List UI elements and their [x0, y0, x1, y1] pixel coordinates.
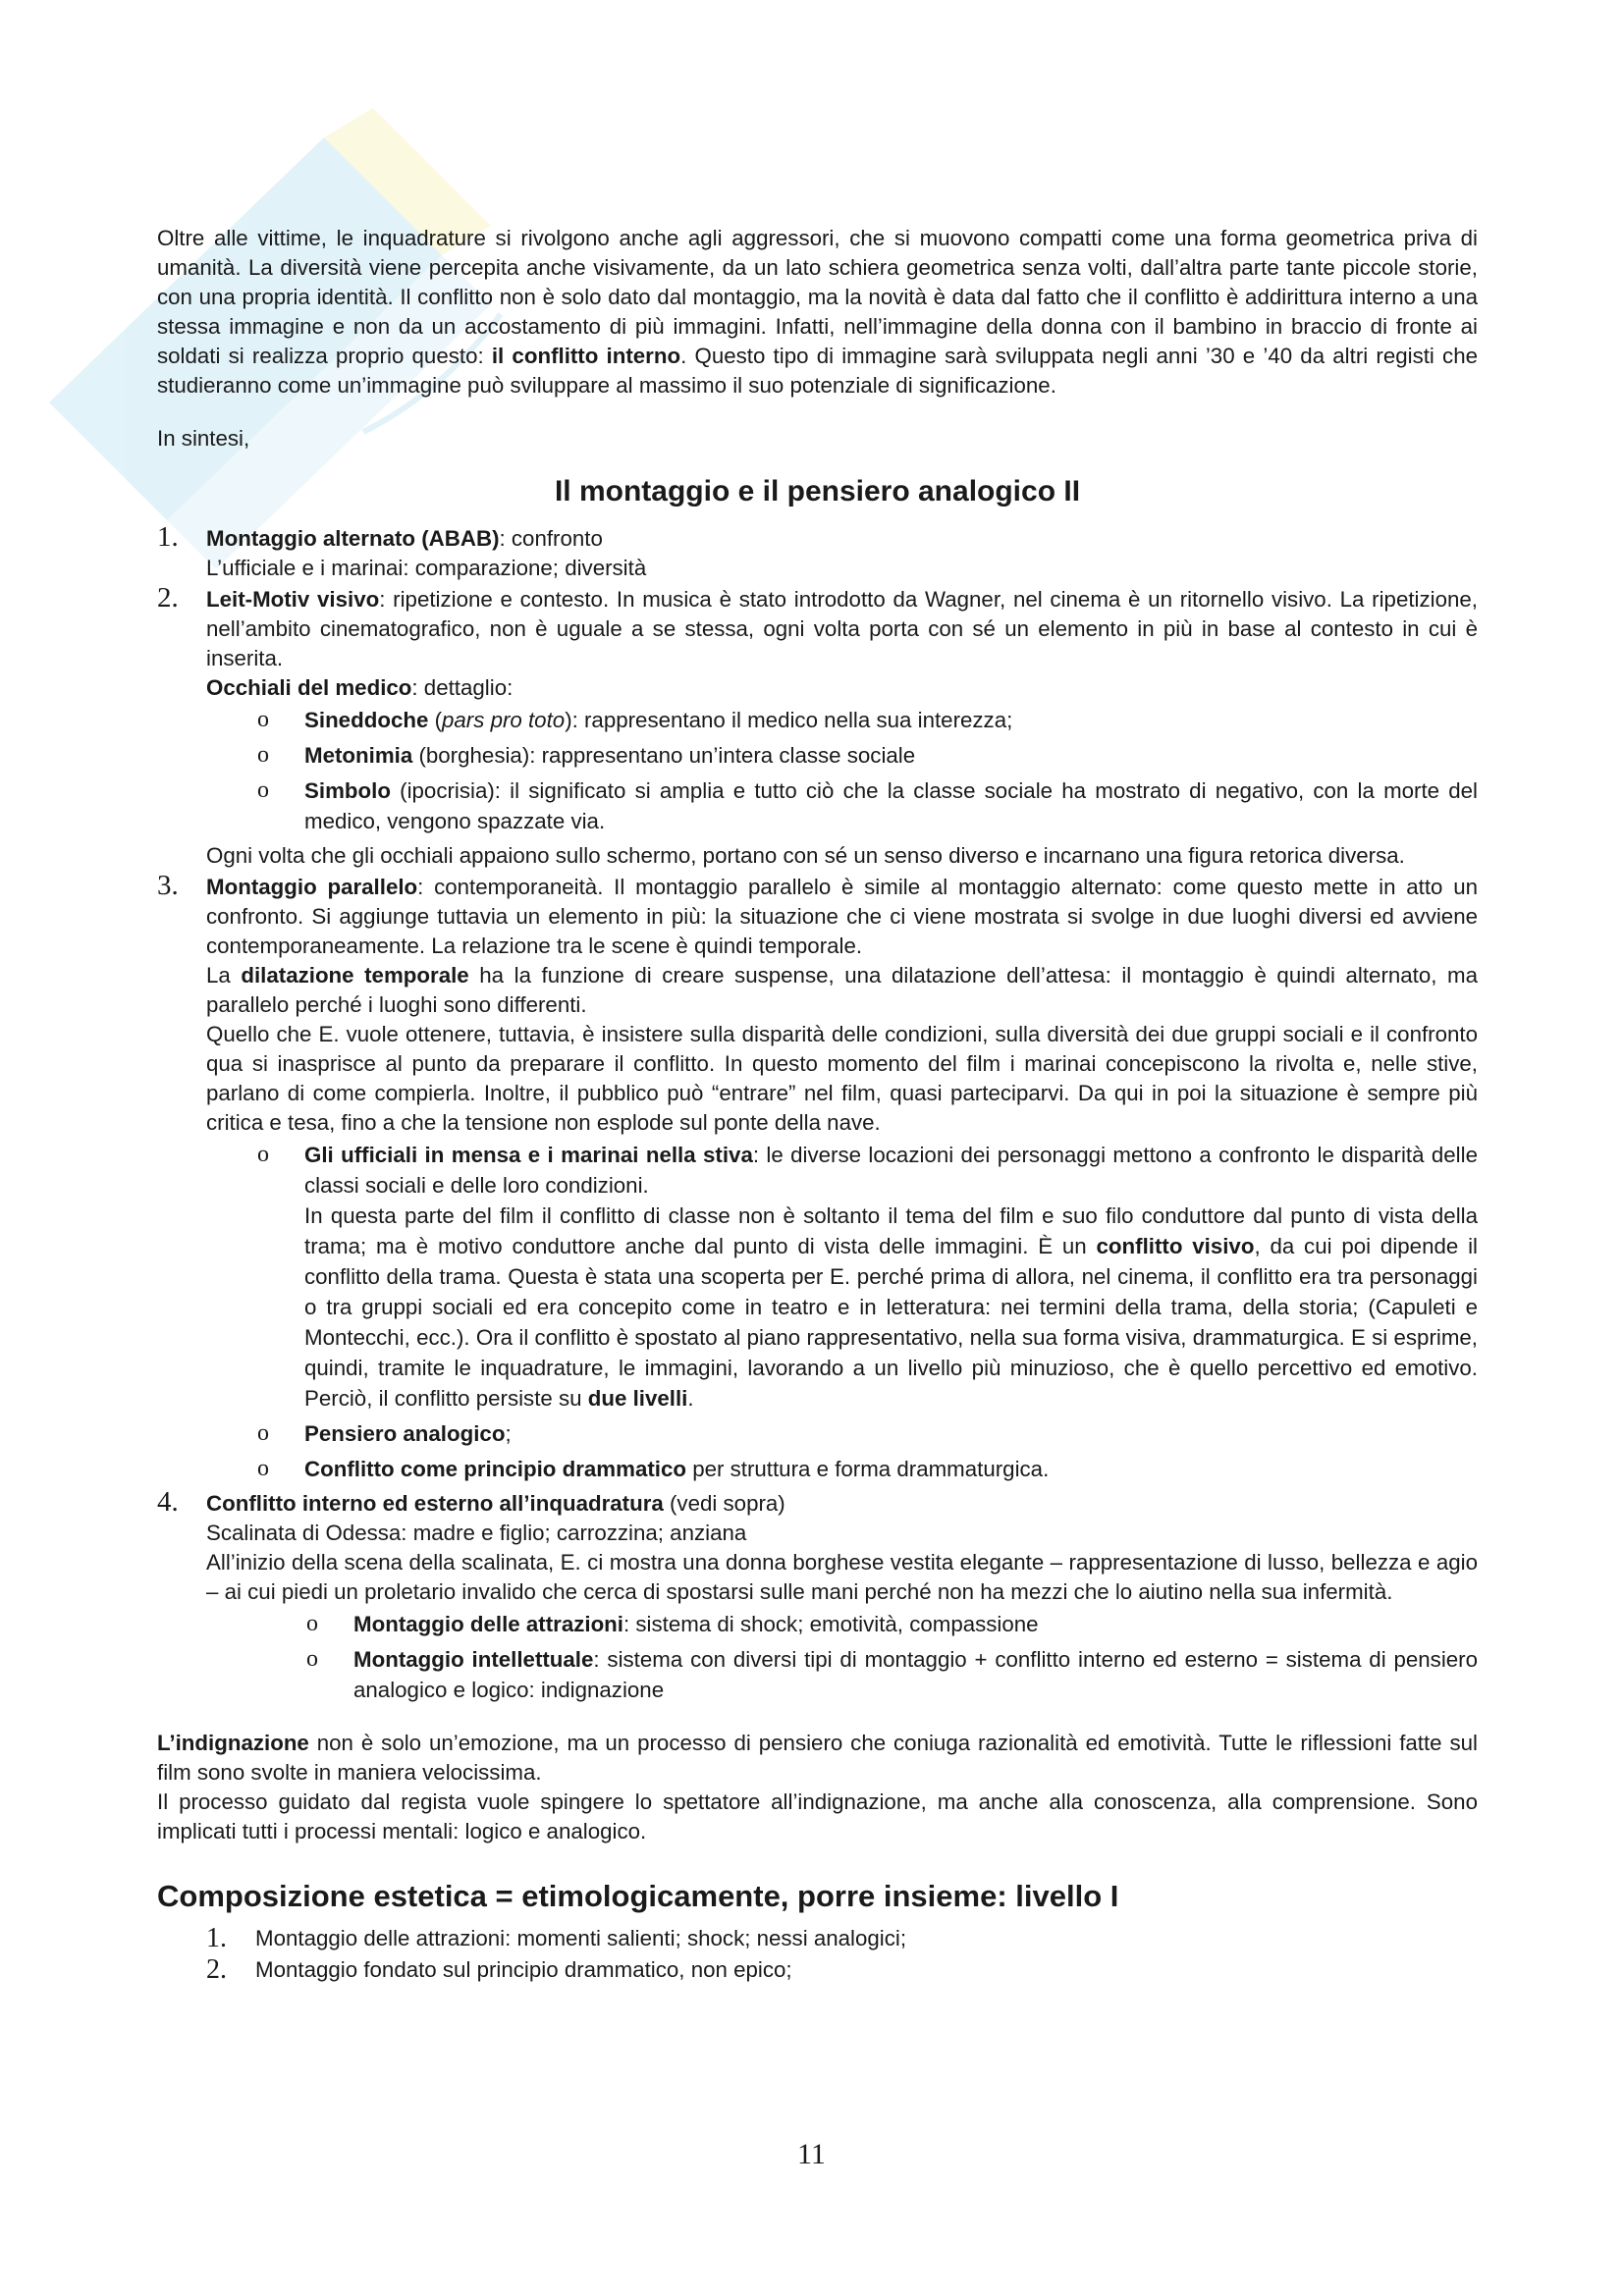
list-number: 1. — [206, 1923, 227, 1953]
sub-list-item — [206, 1454, 1478, 1484]
list-item-line: Quello che E. vuole ottenere, tuttavia, è insistere sulla disparità delle condizioni, sulla diversità dei due gruppi sociali e il confronto qua si inasprisce al punto da preparare il conflitto. In questo momento del film i marinai concepiscono la rivolta e, nelle stive, parlano di come compierla. Inoltre, il pubblico può “entrare” nel film, quasi parteciparvi. Da qui in poi la situazione è sempre più critica e tesa, fino a che la tensione non esplode sul ponte della nave. — [206, 1022, 1478, 1135]
closing-section — [157, 1729, 1478, 1846]
list-item — [157, 870, 1478, 1484]
sub-list-item — [206, 1418, 1478, 1449]
bullet-icon: o — [306, 1646, 318, 1672]
list-item-text: Montaggio fondato sul principio drammatico, non epico; — [255, 1957, 792, 1982]
list-item-line: L’ufficiale e i marinai: comparazione; diversità — [206, 556, 647, 580]
list-item-line: All’inizio della scena della scalinata, E. ci mostra una donna borghese vestita elegante – rappresentazione di lusso, bellezza e agio – ai cui piedi un proletario invalido che cerca di spostarsi sulle mani perché non ha mezzi che lo aiutino nella sua infermità. — [206, 1550, 1478, 1604]
list-item-line: Occhiali del medico: dettaglio: — [206, 675, 514, 700]
sub-item-text: Montaggio delle attrazioni: sistema di shock; emotività, compassione — [353, 1612, 1039, 1636]
sub-list — [206, 1609, 1478, 1705]
sub-list-item — [206, 705, 1478, 735]
document-page — [157, 224, 1478, 1986]
sub-item-text: Simbolo (ipocrisia): il significato si amplia e tutto ciò che la classe sociale ha mostrato di negativo, con la morte del medico, vengono spazzate via. — [304, 778, 1478, 833]
sub-list-item — [206, 1609, 1478, 1639]
list-item-line: Scalinata di Odessa: madre e figlio; carrozzina; anziana — [206, 1521, 747, 1545]
sub-item-text: Gli ufficiali in mensa e i marinai nella stiva: le diverse locazioni dei personaggi mettono a confronto le disparità delle classi sociali e delle loro condizioni. In questa parte del film il conflitto di classe non è soltanto il tema del film e suo filo conduttore dal punto di vista della trama; ma è motivo conduttore anche dal punto di vista delle immagini. È un conflitto visivo, da cui poi dipende il conflitto della trama. Questa è stata una scoperta per E. perché prima di allora, nel cinema, il conflitto era tra personaggi o tra gruppi sociali ed era concepito come in teatro e in letteratura: nei termini della trama, della storia; (Capuleti e Montecchi, ecc.). Ora il conflitto è spostato al piano rappresentativo, nella sua forma visiva, drammaturgica. E si esprime, quindi, tramite le inquadrature, le immagini, lavorando a un livello più minuzioso, che è quello percettivo ed emotivo. Perciò, il conflitto persiste su due livelli. — [304, 1143, 1478, 1411]
list-item-heading: Montaggio parallelo: contemporaneità. Il montaggio parallelo è simile al montaggio alternato: come questo mette in atto un confronto. Si aggiunge tuttavia un elemento in più: la situazione che ci viene mostrata si svolge in due luoghi diversi ed avviene contemporaneamente. La relazione tra le scene è quindi temporale. — [206, 875, 1478, 958]
sub-list-item — [206, 1140, 1478, 1414]
bullet-icon: o — [257, 1420, 269, 1446]
sintesi-label: In sintesi, — [157, 426, 250, 451]
sub-list-item — [206, 775, 1478, 836]
list-item-line: Ogni volta che gli occhiali appaiono sullo schermo, portano con sé un senso diverso e incarnano una figura retorica diversa. — [206, 843, 1405, 868]
list-number: 3. — [157, 870, 179, 901]
sub-item-text: Metonimia (borghesia): rappresentano un’intera classe sociale — [304, 743, 916, 768]
sub-item-text: Sineddoche (pars pro toto): rappresentano il medico nella sua interezza; — [304, 708, 1013, 732]
sub-list-item — [206, 740, 1478, 771]
list-item — [157, 582, 1478, 871]
bullet-icon: o — [257, 707, 269, 732]
list-item-line: La dilatazione temporale ha la funzione di creare suspense, una dilatazione dell’attesa: il montaggio è quindi alternato, ma parallelo perché i luoghi sono differenti. — [206, 963, 1478, 1017]
list-item — [157, 1486, 1478, 1705]
closing-paragraph: L’indignazione non è solo un’emozione, ma un processo di pensiero che coniuga razionalità ed emotività. Tutte le riflessioni fatte sul film sono svolte in maniera velocissima. — [157, 1731, 1478, 1785]
bullet-icon: o — [257, 1456, 269, 1481]
sub-item-text: Pensiero analogico; — [304, 1421, 512, 1446]
closing-paragraph: Il processo guidato dal regista vuole spingere lo spettatore all’indignazione, ma anche alla conoscenza, alla comprensione. Sono implicati tutti i processi mentali: logico e analogico. — [157, 1789, 1478, 1843]
list-item-heading: Conflitto interno ed esterno all’inquadratura (vedi sopra) — [206, 1491, 785, 1516]
section-heading: Il montaggio e il pensiero analogico II — [554, 475, 1081, 507]
composition-heading: Composizione estetica = etimologicamente, porre insieme: livello I — [157, 1879, 1119, 1913]
sub-item-text: Montaggio intellettuale: sistema con diversi tipi di montaggio + conflitto interno ed esterno = sistema di pensiero analogico e logico: indignazione — [353, 1647, 1478, 1702]
list-item — [157, 1923, 1478, 1954]
sub-list — [206, 1140, 1478, 1484]
list-item-heading: Montaggio alternato (ABAB): confronto — [206, 526, 603, 551]
bullet-icon: o — [257, 1142, 269, 1167]
sub-item-text: Conflitto come principio drammatico per struttura e forma drammaturgica. — [304, 1457, 1050, 1481]
list-item — [157, 1954, 1478, 1986]
list-number: 2. — [206, 1954, 227, 1985]
page-number: 11 — [797, 2138, 826, 2170]
list-item — [157, 521, 1478, 583]
list-number: 2. — [157, 582, 179, 614]
main-list — [157, 521, 1478, 1705]
intro-paragraph: Oltre alle vittime, le inquadrature si rivolgono anche agli aggressori, che si muovono compatti come una forma geometrica priva di umanità. La diversità viene percepita anche visivamente, da un lato schiera geometrica senza volti, dall’altra parte tante piccole storie, con una propria identità. Il conflitto non è solo dato dal montaggio, ma la novità è data dal fatto che il conflitto è addirittura interno a una stessa immagine e non da un accostamento di più immagini. Infatti, nell’immagine della donna con il bambino in braccio di fronte ai soldati si realizza proprio questo: il conflitto interno. Questo tipo di immagine sarà sviluppata negli anni ’30 e ’40 da altri registi che studieranno come un’immagine può sviluppare al massimo il suo potenziale di significazione. — [157, 226, 1479, 398]
list-item-heading: Leit-Motiv visivo: ripetizione e contesto. In musica è stato introdotto da Wagner, nel cinema è un ritornello visivo. La ripetizione, nell’ambito cinematografico, non è uguale a se stessa, ogni volta porta con sé un elemento in più in base al contesto in cui è inserita. — [206, 587, 1478, 670]
bullet-icon: o — [257, 777, 269, 803]
sub-list — [206, 705, 1478, 836]
composition-list — [157, 1923, 1478, 1986]
list-number: 4. — [157, 1486, 179, 1518]
bullet-icon: o — [306, 1611, 318, 1636]
sub-list-item — [206, 1644, 1478, 1705]
bullet-icon: o — [257, 742, 269, 768]
list-number: 1. — [157, 521, 179, 553]
list-item-text: Montaggio delle attrazioni: momenti salienti; shock; nessi analogici; — [255, 1926, 907, 1950]
